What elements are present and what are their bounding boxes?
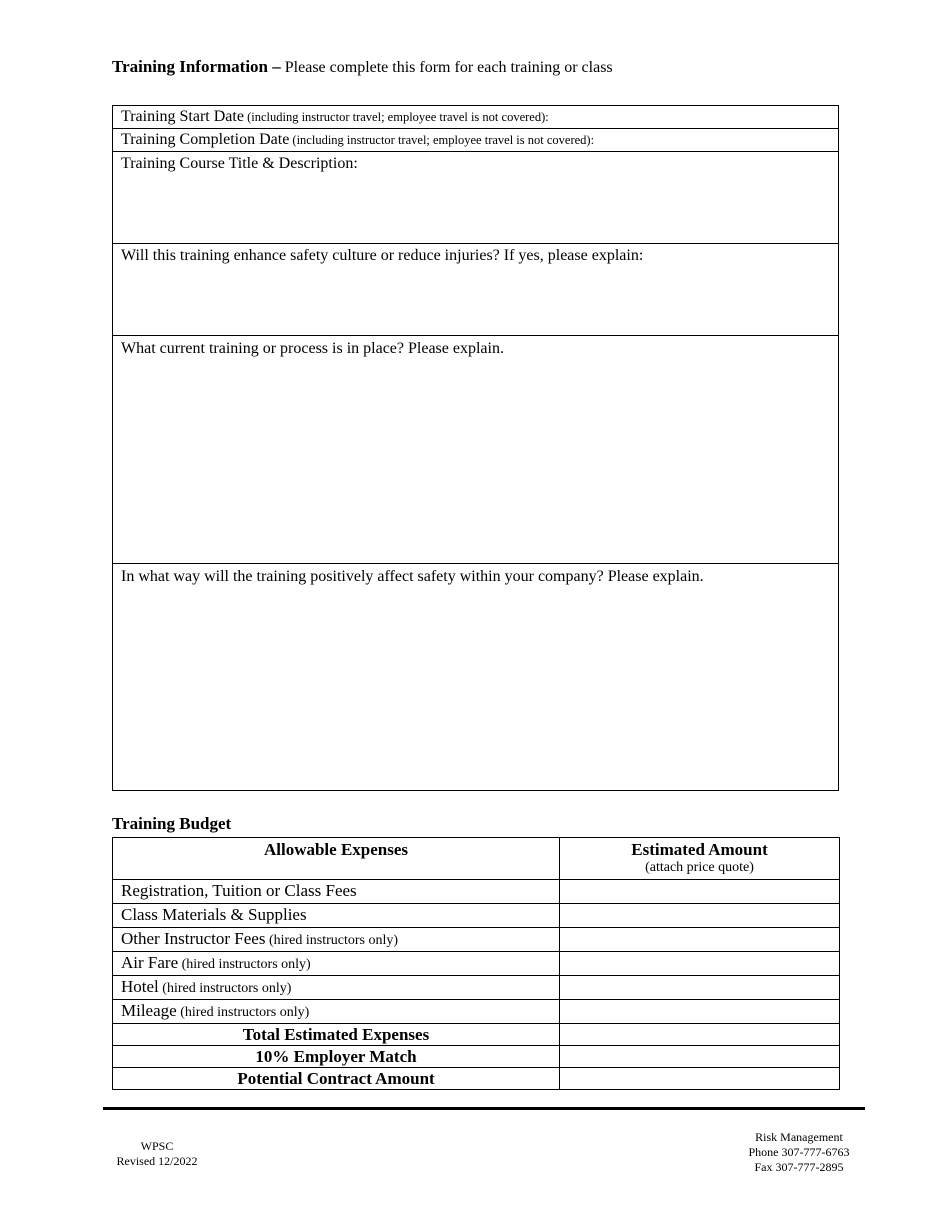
estimated-amount-title: Estimated Amount	[631, 840, 768, 859]
employer-match-label: 10% Employer Match	[113, 1046, 560, 1068]
amount-input[interactable]	[560, 1000, 840, 1024]
expense-note: (hired instructors only)	[158, 981, 292, 996]
footer-revision: Revised 12/2022	[116, 1154, 198, 1168]
footer-department: Risk Management	[755, 1130, 843, 1144]
current-training-field[interactable]	[113, 336, 839, 564]
expense-label	[113, 880, 560, 904]
start-date-note: (including instructor travel; employee travel is not covered):	[243, 110, 549, 124]
training-info-table	[112, 105, 839, 791]
footer-left	[114, 1139, 200, 1169]
completion-date-label: Training Completion Date	[121, 131, 290, 148]
table-row	[113, 904, 840, 928]
heading-instruction: Please complete this form for each training or class	[280, 59, 613, 76]
expense-name: Registration, Tuition or Class Fees	[121, 881, 357, 900]
safety-effect-label: In what way will the training positively affect safety within your company? Please explain.	[121, 568, 704, 585]
expense-note: (hired instructors only)	[178, 957, 311, 972]
amount-input[interactable]	[560, 928, 840, 952]
safety-effect-field[interactable]	[113, 564, 839, 791]
budget-table	[112, 837, 840, 1090]
safety-enhance-field[interactable]	[113, 244, 839, 336]
safety-enhance-label: Will this training enhance safety culture or reduce injuries? If yes, please explain:	[121, 247, 644, 264]
footer-divider	[103, 1107, 865, 1110]
total-estimated-label: Total Estimated Expenses	[113, 1024, 560, 1046]
expense-note: (hired instructors only)	[176, 1005, 310, 1020]
expense-label	[113, 928, 560, 952]
table-row	[113, 952, 840, 976]
estimated-amount-header	[560, 838, 840, 880]
table-row	[113, 106, 839, 129]
total-row	[113, 1024, 840, 1046]
heading-title: Training Information –	[112, 57, 281, 76]
employer-match-input[interactable]	[560, 1046, 840, 1068]
amount-input[interactable]	[560, 904, 840, 928]
table-row	[113, 129, 839, 152]
expense-name: Other Instructor Fees	[121, 929, 266, 948]
table-row	[113, 152, 839, 244]
allowable-expenses-header: Allowable Expenses	[113, 838, 560, 880]
total-row	[113, 1068, 840, 1090]
amount-input[interactable]	[560, 976, 840, 1000]
table-row	[113, 1000, 840, 1024]
amount-input[interactable]	[560, 880, 840, 904]
budget-header-row	[113, 838, 840, 880]
expense-label	[113, 1000, 560, 1024]
contract-amount-label: Potential Contract Amount	[113, 1068, 560, 1090]
expense-label	[113, 904, 560, 928]
completion-date-note: (including instructor travel; employee travel is not covered):	[289, 133, 595, 147]
table-row	[113, 928, 840, 952]
expense-note: (hired instructors only)	[265, 933, 399, 948]
expense-label	[113, 952, 560, 976]
contract-amount-input[interactable]	[560, 1068, 840, 1090]
expense-name: Hotel	[121, 977, 159, 996]
expense-name: Mileage	[121, 1001, 177, 1020]
footer-org: WPSC	[140, 1139, 174, 1153]
table-row	[113, 880, 840, 904]
start-date-field[interactable]	[113, 106, 839, 129]
current-training-label: What current training or process is in place? Please explain.	[121, 340, 504, 357]
footer-fax: Fax 307-777-2895	[754, 1160, 844, 1174]
start-date-label: Training Start Date	[121, 108, 244, 125]
footer-phone: Phone 307-777-6763	[748, 1145, 850, 1159]
table-row	[113, 336, 839, 564]
footer-right	[740, 1130, 858, 1175]
course-title-label: Training Course Title & Description:	[121, 155, 358, 172]
total-row	[113, 1046, 840, 1068]
total-estimated-input[interactable]	[560, 1024, 840, 1046]
budget-title: Training Budget	[112, 814, 232, 833]
table-row	[113, 244, 839, 336]
table-row	[113, 564, 839, 791]
price-quote-note: (attach price quote)	[645, 860, 754, 875]
page-heading	[112, 57, 613, 77]
amount-input[interactable]	[560, 952, 840, 976]
expense-label	[113, 976, 560, 1000]
completion-date-field[interactable]	[113, 129, 839, 152]
expense-name: Air Fare	[121, 953, 179, 972]
expense-name: Class Materials & Supplies	[121, 905, 307, 924]
course-title-field[interactable]	[113, 152, 839, 244]
table-row	[113, 976, 840, 1000]
